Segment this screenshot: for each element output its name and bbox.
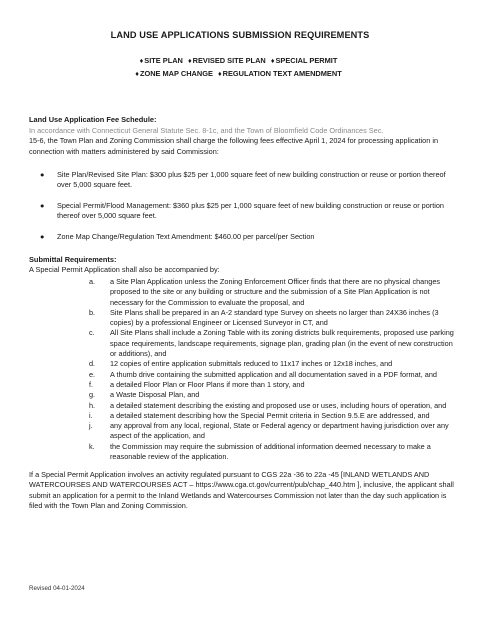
requirement-item: c. All Site Plans shall include a Zoning Table with its zoning districts bulk requirements, proposed use parking space requirements, landscape requirements, signage plan, grading plan (in the event of new construction or additions), and	[89, 328, 454, 359]
wetlands-paragraph: If a Special Permit Application involves an activity regulated pursuant to CGS 22a -36 to 22a -45 [INLAND WETLANDS AND WATERCOURSES AND WATERCOURSES ACT – https://www.cga.ct.gov/current/pub/chap_440.htm ], inclusive, the applicant shall submit an application for a permit to the Inland Wetlands and Watercourses Commission not later than the day such application is filed with the Town Plan and Zoning Commission.	[29, 470, 454, 510]
revision-date: Revised 04-01-2024	[29, 585, 85, 592]
requirement-item: e. A thumb drive containing the submitted application and all documentation saved in a PDF format, and	[89, 369, 437, 379]
requirement-letter: d.	[89, 359, 96, 369]
diamond-icon: ♦	[187, 56, 192, 65]
fee-schedule-intro-rest: 15-6, the Town Plan and Zoning Commission shall charge the following fees effective April 1, 2024 for processing application in connection with matters administered by said Commission:	[29, 136, 438, 156]
requirement-item: g. a Waste Disposal Plan, and	[89, 390, 200, 400]
application-type-site-plan: ♦SITE PLAN	[139, 56, 183, 65]
application-type-special-permit: ♦SPECIAL PERMIT	[270, 56, 338, 65]
fee-schedule-heading: Land Use Application Fee Schedule:	[29, 115, 157, 124]
fee-list	[29, 170, 454, 252]
fee-schedule-intro-first-line: In accordance with Connecticut General Statute Sec. 8-1c, and the Town of Bloomfield Code Ordinances Sec.	[29, 126, 384, 135]
requirement-letter: e.	[89, 369, 96, 379]
requirement-letter: j.	[89, 421, 93, 431]
requirement-item: j. any approval from any local, regional, State or Federal agency or department having jurisdiction over any aspect of the application, and	[89, 421, 449, 441]
requirement-letter: b.	[89, 307, 96, 317]
bullet-icon: ●	[40, 170, 45, 179]
application-types-row-2	[0, 69, 480, 78]
fee-item-site-plan: ● Site Plan/Revised Site Plan: $300 plus $25 per 1,000 square feet of new building construction or reuse or portion thereof over 5,000 square feet.	[40, 170, 446, 190]
requirement-item: k. the Commission may require the submission of additional information deemed necessary to make a reasonable review of the application.	[89, 441, 431, 462]
bullet-icon: ●	[40, 231, 45, 241]
bullet-icon: ●	[40, 200, 45, 210]
submittal-heading: Submittal Requirements:	[29, 255, 117, 264]
requirement-item: h. a detailed statement describing the existing and proposed use or uses, including hours of operation, and	[89, 400, 447, 410]
requirement-letter: f.	[89, 379, 94, 389]
requirement-letter: c.	[89, 328, 95, 338]
requirement-letter: k.	[89, 441, 95, 451]
fee-item-special-permit: ● Special Permit/Flood Management: $360 plus $25 per 1,000 square feet of new building construction or reuse or portion thereof over 5,000 square feet.	[40, 200, 444, 221]
document-title: LAND USE APPLICATIONS SUBMISSION REQUIREMENTS	[110, 30, 370, 40]
application-type-revised-site-plan: ♦REVISED SITE PLAN	[187, 56, 266, 65]
fee-schedule-intro	[29, 126, 454, 157]
submittal-intro: A Special Permit Application shall also be accompanied by:	[29, 265, 220, 274]
diamond-icon: ♦	[135, 69, 139, 78]
requirement-item: i. a detailed statement describing how the Special Permit criteria in Section 9.5.E are addressed, and	[89, 410, 430, 420]
application-type-regulation-text-amendment: ♦REGULATION TEXT AMENDMENT	[217, 69, 342, 78]
requirement-item: b. Site Plans shall be prepared in an A-2 standard type Survey on sheets no larger than 24X36 inches (3 copies) by a professional Engineer or Licensed Surveyor in CT, and	[89, 307, 439, 328]
requirement-item: d. 12 copies of entire application submittals reduced to 11x17 inches or 12x18 inches, and	[89, 359, 393, 369]
diamond-icon: ♦	[139, 56, 144, 65]
requirement-item: a. a Site Plan Application unless the Zoning Enforcement Officer finds that there are no physical changes proposed to the site or any building or structure and the submission of a Site Plan Application is not necessary for the Commission to evaluate the proposal, and	[89, 277, 441, 307]
diamond-icon: ♦	[270, 56, 275, 65]
application-type-zone-map-change: ♦ZONE MAP CHANGE	[135, 69, 213, 78]
requirement-letter: g.	[89, 390, 96, 400]
fee-item-zone-map-change: ● Zone Map Change/Regulation Text Amendment: $460.00 per parcel/per Section	[40, 231, 315, 241]
requirement-letter: h.	[89, 400, 96, 410]
requirement-letter: i.	[89, 410, 93, 420]
diamond-icon: ♦	[217, 69, 222, 78]
requirement-item: f. a detailed Floor Plan or Floor Plans if more than 1 story, and	[89, 379, 305, 389]
requirement-letter: a.	[89, 277, 96, 286]
application-types-row-1	[0, 56, 480, 65]
submittal-requirements-list	[29, 277, 454, 462]
